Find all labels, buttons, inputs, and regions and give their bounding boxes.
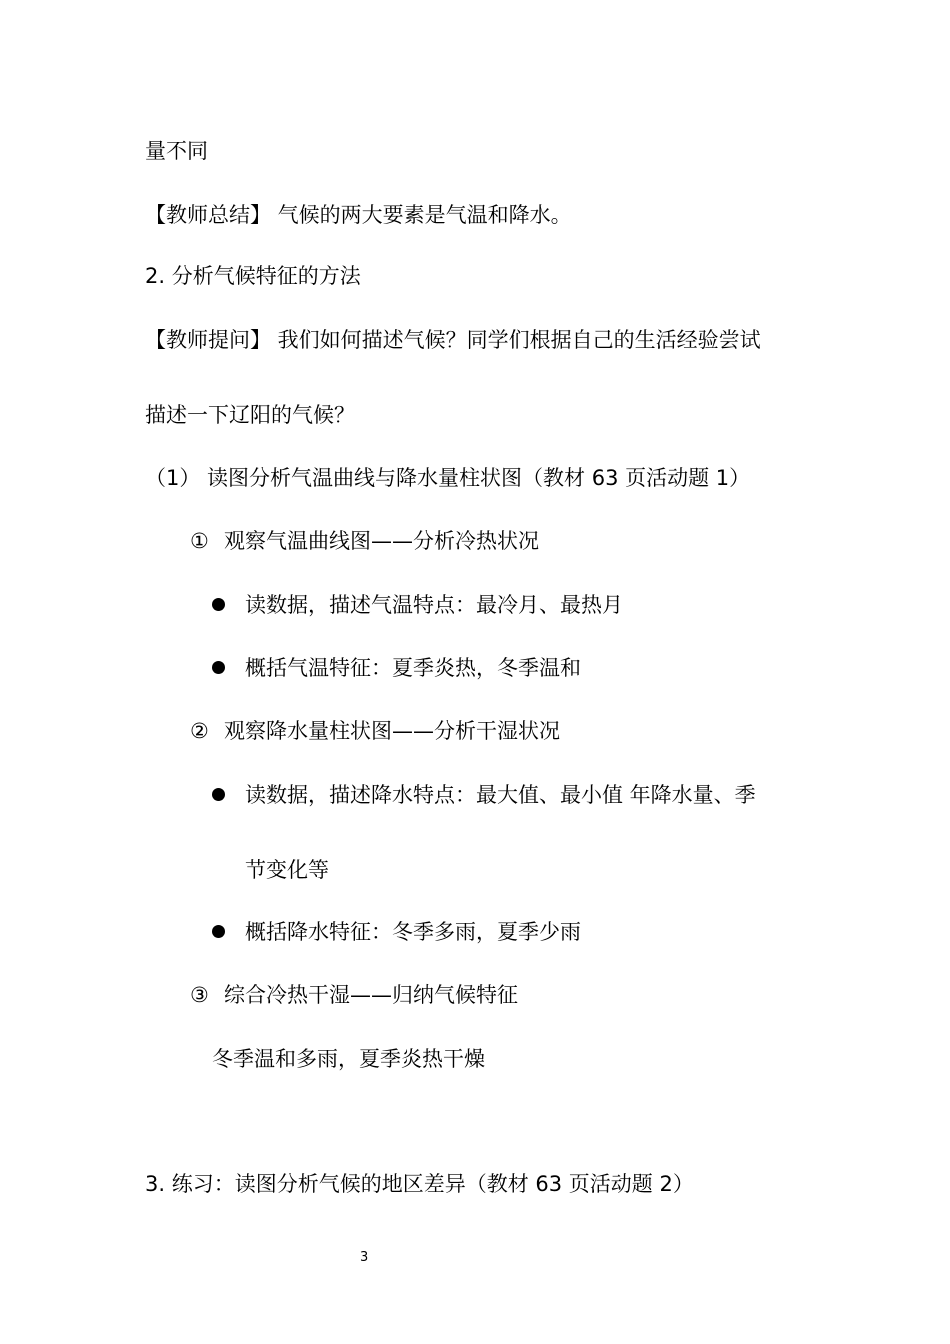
bullet-icon: [212, 598, 225, 611]
circled-number-1: ①: [190, 529, 209, 553]
section-heading: 3. 练习：读图分析气候的地区差异（教材 63 页活动题 2）: [145, 1172, 694, 1196]
step-heading: 综合冷热干湿——归纳气候特征: [224, 983, 518, 1007]
subsection-heading: （1） 读图分析气温曲线与降水量柱状图（教材 63 页活动题 1）: [145, 466, 751, 490]
circled-number-2: ②: [190, 719, 209, 743]
bullet-text-continuation: 节变化等: [245, 858, 329, 882]
teacher-question: 【教师提问】 我们如何描述气候？同学们根据自己的生活经验尝试: [145, 328, 761, 352]
bullet-text: 概括气温特征：夏季炎热，冬季温和: [245, 656, 581, 680]
circled-number-3: ③: [190, 983, 209, 1007]
bullet-icon: [212, 661, 225, 674]
teacher-summary: 【教师总结】 气候的两大要素是气温和降水。: [145, 203, 572, 227]
bullet-text: 读数据，描述气温特点：最冷月、最热月: [245, 593, 623, 617]
step-heading: 观察降水量柱状图——分析干湿状况: [224, 719, 560, 743]
bullet-text: 概括降水特征：冬季多雨，夏季少雨: [245, 920, 581, 944]
section-heading: 2. 分析气候特征的方法: [145, 264, 361, 288]
bullet-text: 读数据，描述降水特点：最大值、最小值 年降水量、季: [245, 783, 756, 807]
page-number: 3: [360, 1250, 369, 1265]
step-heading: 观察气温曲线图——分析冷热状况: [224, 529, 539, 553]
text-line: 描述一下辽阳的气候？: [145, 403, 355, 427]
bullet-icon: [212, 925, 225, 938]
conclusion-text: 冬季温和多雨，夏季炎热干燥: [212, 1047, 485, 1071]
bullet-icon: [212, 788, 225, 801]
text-line: 量不同: [145, 139, 208, 163]
